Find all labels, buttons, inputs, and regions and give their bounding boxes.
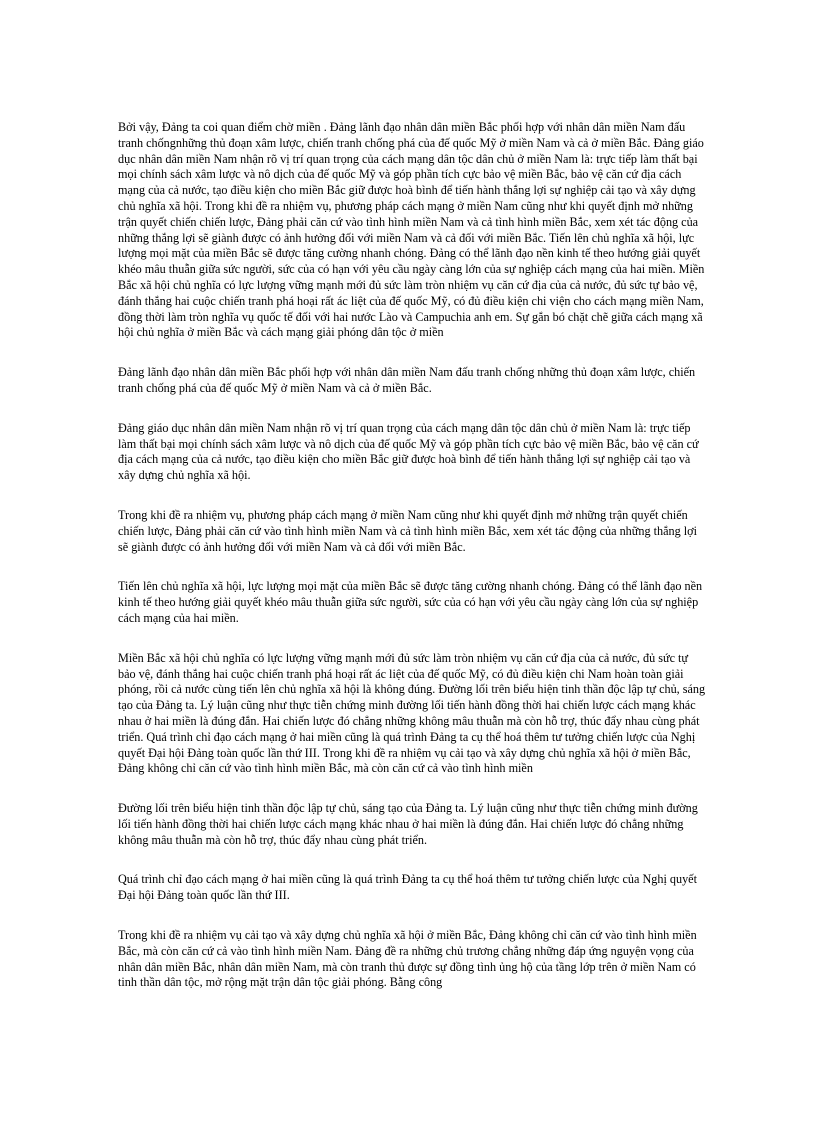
paragraph-2: Đảng lãnh đạo nhân dân miền Bắc phối hợp với nhân dân miền Nam đấu tranh chống những thủ đoạn xâm lược, chiến tranh chống phá của đế quốc Mỹ ở miền Nam và cả ở miền Bắc. (118, 365, 696, 395)
paragraph-1: Bởi vậy, Đảng ta coi quan điểm chờ miền . Đảng lãnh đạo nhân dân miền Bắc phối hợp với nhân dân miền Nam đấu tranh chốngnhững thủ đoạn xâm lược, chiến tranh chống phá của đế quốc Mỹ ở miền Nam và cả ở miền Bắc. Đảng giáo dục nhân dân miền Nam nhận rõ vị trí quan trọng của cách mạng dân tộc dân chủ ở miền Nam là: trực tiếp làm thất bại mọi chính sách xâm lược và nô dịch của đế quốc Mỹ và góp phần tích cực bảo vệ miền Bắc, bảo vệ căn cứ địa cách mạng của cả nước, tạo điều kiện cho miền Bắc giữ được hoà bình để tiến hành thắng lợi sự nghiệp cải tạo và xây dựng chủ nghĩa xã hội. Trong khi đề ra nhiệm vụ, phương pháp cách mạng ở miền Nam cũng như khi quyết định mở những trận quyết chiến chiến lược, Đảng phải căn cứ vào tình hình miền Nam và cả tình hình miền Bắc, xem xét tác động của những thắng lợi sẽ giành được có ảnh hưởng đối với miền Nam và cả đối với miền Bắc. Tiến lên chủ nghĩa xã hội, lực lượng mọi mặt của miền Bắc sẽ được tăng cường nhanh chóng. Đảng có thể lãnh đạo nền kinh tế theo hướng giải quyết khéo mâu thuẫn giữa sức người, sức của có hạn với yêu cầu ngày càng lớn của sự nghiệp cách mạng của hai miền. Miền Bắc xã hội chủ nghĩa có lực lượng vững mạnh mới đủ sức làm tròn nhiệm vụ căn cứ địa của cả nước, đủ sức tự bảo vệ, đánh thắng hai cuộc chiến tranh phá hoại rất ác liệt của đế quốc Mỹ, có đủ điều kiện chi viện cho cách mạng miền Nam, đồng thời làm tròn nghĩa vụ quốc tế đối với hai nước Lào và Campuchia anh em. Sự gắn bó chặt chẽ giữa cách mạng xã hội chủ nghĩa ở miền Bắc và cách mạng giải phóng dân tộc ở miền (118, 120, 705, 340)
paragraph-6: Miền Bắc xã hội chủ nghĩa có lực lượng vững mạnh mới đủ sức làm tròn nhiệm vụ căn cứ địa của cả nước, đủ sức tự bảo vệ, đánh thắng hai cuộc chiến tranh phá hoại rất ác liệt của đế quốc Mỹ, có đủ điều kiện chi Nam hoàn toàn giải phóng, rồi cả nước cùng tiến lên chủ nghĩa xã hội là không đúng. Đường lối trên biểu hiện tinh thần độc lập tự chủ, sáng tạo của Đảng ta. Lý luận cũng như thực tiễn chứng minh đường lối tiến hành đồng thời hai chiến lược cách mạng khác nhau ở hai miền là đúng đắn. Hai chiến lược đó chẳng những không mâu thuẫn mà còn hỗ trợ, thúc đẩy nhau cùng phát triển. Quá trình chỉ đạo cách mạng ở hai miền cũng là quá trình Đảng ta cụ thể hoá thêm tư tưởng chiến lược của Nghị quyết Đại hội Đảng toàn quốc lần thứ III. Trong khi đề ra nhiệm vụ cải tạo và xây dựng chủ nghĩa xã hội ở miền Bắc, Đảng không chỉ căn cứ vào tình hình miền Bắc, mà còn căn cứ cả vào tình hình miền (118, 650, 706, 776)
paragraph-7: Đường lối trên biểu hiện tinh thần độc lập tự chủ, sáng tạo của Đảng ta. Lý luận cũng như thực tiễn chứng minh đường lối tiến hành đồng thời hai chiến lược cách mạng khác nhau ở hai miền là đúng đắn. Hai chiến lược đó chẳng những không mâu thuẫn mà còn hỗ trợ, thúc đẩy nhau cùng phát triển. (118, 801, 698, 847)
paragraph-3: Đảng giáo dục nhân dân miền Nam nhận rõ vị trí quan trọng của cách mạng dân tộc dân chủ ở miền Nam là: trực tiếp làm thất bại mọi chính sách xâm lược và nô dịch của đế quốc Mỹ và góp phần tích cực bảo vệ miền Bắc, bảo vệ căn cứ địa cách mạng của cả nước, tạo điều kiện cho miền Bắc giữ được hoà bình để tiến hành thắng lợi sự nghiệp cải tạo và xây dựng chủ nghĩa xã hội. (118, 420, 699, 483)
paragraph-5: Tiến lên chủ nghĩa xã hội, lực lượng mọi mặt của miền Bắc sẽ được tăng cường nhanh chóng. Đảng có thể lãnh đạo nền kinh tế theo hướng giải quyết khéo mâu thuẫn giữa sức người, sức của có hạn với yêu cầu ngày càng lớn của sự nghiệp cách mạng của hai miền. (118, 579, 703, 625)
paragraph-9: Trong khi đề ra nhiệm vụ cải tạo và xây dựng chủ nghĩa xã hội ở miền Bắc, Đảng không chỉ căn cứ vào tình hình miền Bắc, mà còn căn cứ cả vào tình hình miền Nam. Đảng đề ra những chủ trương chẳng những đáp ứng nguyện vọng của nhân dân miền Bắc, nhân dân miền Nam, mà còn tranh thủ được sự đồng tình ủng hộ của tầng lớp trên ở miền Nam có tinh thần dân tộc, mở rộng mặt trận dân tộc giải phóng. Bằng công (118, 928, 697, 990)
paragraph-8: Quá trình chỉ đạo cách mạng ở hai miền cũng là quá trình Đảng ta cụ thể hoá thêm tư tưởng chiến lược của Nghị quyết Đại hội Đảng toàn quốc lần thứ III. (118, 872, 697, 903)
paragraph-4: Trong khi đề ra nhiệm vụ, phương pháp cách mạng ở miền Nam cũng như khi quyết định mở những trận quyết chiến chiến lược, Đảng phải căn cứ vào tình hình miền Nam và cả tình hình miền Bắc, xem xét tác động của những thắng lợi sẽ giành được có ảnh hưởng đối với miền Nam và cả đối với miền Bắc. (118, 507, 697, 554)
